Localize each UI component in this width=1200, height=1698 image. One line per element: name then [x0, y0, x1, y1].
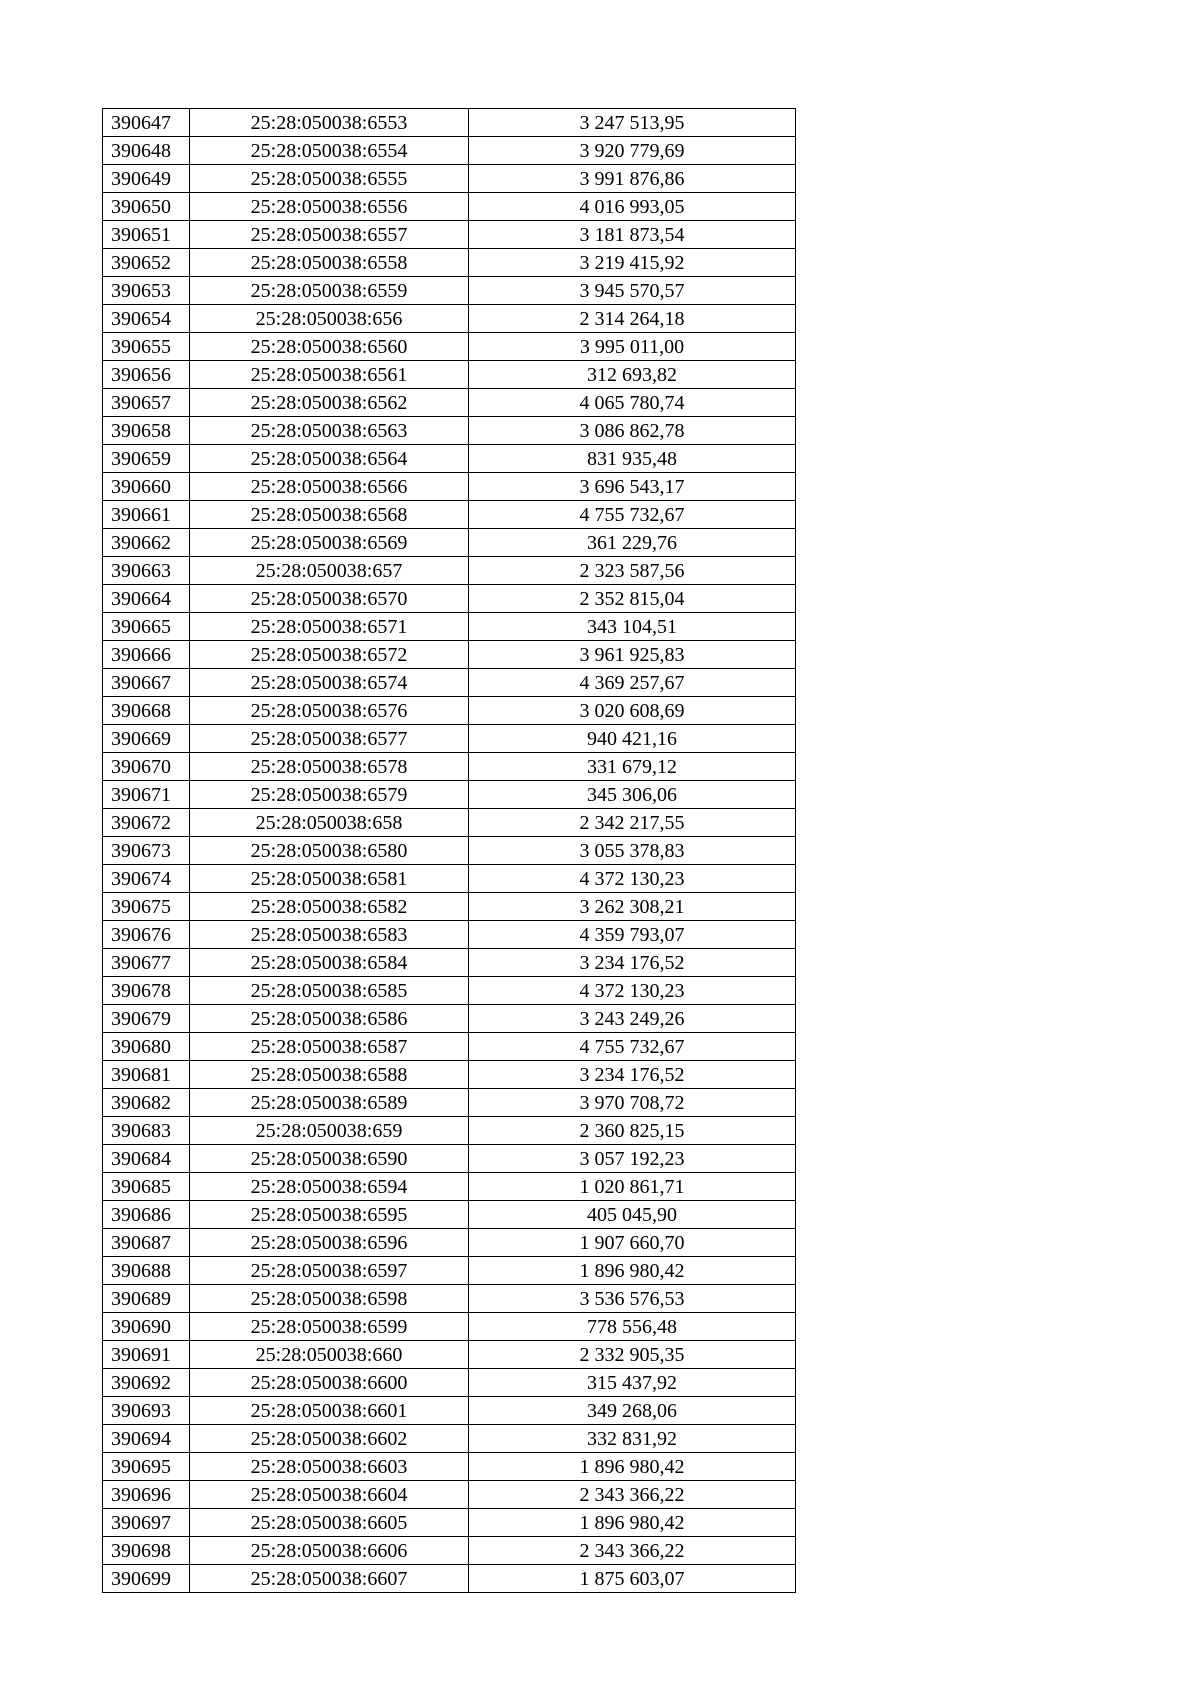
cadastral-value-cell: 3 234 176,52 [469, 1061, 796, 1089]
cadastral-value-cell: 4 372 130,23 [469, 977, 796, 1005]
row-number-cell: 390664 [103, 585, 190, 613]
cadastral-value-cell: 1 896 980,42 [469, 1453, 796, 1481]
row-number-cell: 390678 [103, 977, 190, 1005]
table-row [103, 1005, 796, 1033]
table-row [103, 1229, 796, 1257]
row-number-cell: 390662 [103, 529, 190, 557]
row-number-cell: 390663 [103, 557, 190, 585]
cadastral-number-cell: 25:28:050038:6576 [190, 697, 469, 725]
cadastral-number-cell: 25:28:050038:6566 [190, 473, 469, 501]
table-row [103, 977, 796, 1005]
cadastral-number-cell: 25:28:050038:6557 [190, 221, 469, 249]
table-row [103, 193, 796, 221]
cadastral-number-cell: 25:28:050038:6587 [190, 1033, 469, 1061]
cadastral-value-cell: 3 055 378,83 [469, 837, 796, 865]
row-number-cell: 390679 [103, 1005, 190, 1033]
cadastral-value-cell: 3 995 011,00 [469, 333, 796, 361]
cadastral-value-cell: 2 343 366,22 [469, 1537, 796, 1565]
row-number-cell: 390696 [103, 1481, 190, 1509]
cadastral-number-cell: 25:28:050038:6571 [190, 613, 469, 641]
table-row [103, 1537, 796, 1565]
cadastral-value-cell: 312 693,82 [469, 361, 796, 389]
row-number-cell: 390687 [103, 1229, 190, 1257]
cadastral-number-cell: 25:28:050038:6581 [190, 865, 469, 893]
cadastral-value-cell: 3 696 543,17 [469, 473, 796, 501]
cadastral-number-cell: 25:28:050038:6553 [190, 109, 469, 137]
cadastral-value-cell: 4 016 993,05 [469, 193, 796, 221]
cadastral-value-cell: 2 332 905,35 [469, 1341, 796, 1369]
cadastral-number-cell: 25:28:050038:6577 [190, 725, 469, 753]
cadastral-value-cell: 3 920 779,69 [469, 137, 796, 165]
table-row [103, 557, 796, 585]
cadastral-number-cell: 25:28:050038:659 [190, 1117, 469, 1145]
row-number-cell: 390653 [103, 277, 190, 305]
row-number-cell: 390695 [103, 1453, 190, 1481]
row-number-cell: 390661 [103, 501, 190, 529]
row-number-cell: 390685 [103, 1173, 190, 1201]
cadastral-number-cell: 25:28:050038:658 [190, 809, 469, 837]
table-row [103, 389, 796, 417]
cadastral-number-cell: 25:28:050038:6561 [190, 361, 469, 389]
table-row [103, 1145, 796, 1173]
row-number-cell: 390670 [103, 753, 190, 781]
table-row [103, 1033, 796, 1061]
table-row [103, 529, 796, 557]
table-row [103, 1565, 796, 1593]
cadastral-value-cell: 4 755 732,67 [469, 1033, 796, 1061]
cadastral-value-cell: 343 104,51 [469, 613, 796, 641]
table-row [103, 1425, 796, 1453]
row-number-cell: 390659 [103, 445, 190, 473]
cadastral-value-cell: 4 065 780,74 [469, 389, 796, 417]
table-row [103, 277, 796, 305]
cadastral-number-cell: 25:28:050038:6598 [190, 1285, 469, 1313]
cadastral-value-cell: 2 352 815,04 [469, 585, 796, 613]
table-row [103, 361, 796, 389]
cadastral-number-cell: 25:28:050038:6569 [190, 529, 469, 557]
table-row [103, 1173, 796, 1201]
table-row [103, 669, 796, 697]
row-number-cell: 390699 [103, 1565, 190, 1593]
cadastral-value-cell: 315 437,92 [469, 1369, 796, 1397]
cadastral-number-cell: 25:28:050038:6607 [190, 1565, 469, 1593]
table-row [103, 725, 796, 753]
table-row [103, 1117, 796, 1145]
row-number-cell: 390667 [103, 669, 190, 697]
cadastral-value-cell: 3 262 308,21 [469, 893, 796, 921]
cadastral-value-cell: 3 086 862,78 [469, 417, 796, 445]
cadastral-value-cell: 3 020 608,69 [469, 697, 796, 725]
cadastral-number-cell: 25:28:050038:6578 [190, 753, 469, 781]
row-number-cell: 390684 [103, 1145, 190, 1173]
row-number-cell: 390683 [103, 1117, 190, 1145]
table-row [103, 221, 796, 249]
cadastral-value-cell: 3 945 570,57 [469, 277, 796, 305]
row-number-cell: 390691 [103, 1341, 190, 1369]
table-body [103, 109, 796, 1593]
cadastral-value-cell: 2 314 264,18 [469, 305, 796, 333]
table-row [103, 1089, 796, 1117]
table-row [103, 893, 796, 921]
cadastral-number-cell: 25:28:050038:6604 [190, 1481, 469, 1509]
cadastral-value-cell: 3 247 513,95 [469, 109, 796, 137]
cadastral-value-cell: 3 961 925,83 [469, 641, 796, 669]
cadastral-value-cell: 3 057 192,23 [469, 1145, 796, 1173]
cadastral-value-table [102, 108, 796, 1593]
table-row [103, 613, 796, 641]
table-row [103, 445, 796, 473]
row-number-cell: 390657 [103, 389, 190, 417]
table-row [103, 1453, 796, 1481]
cadastral-value-cell: 345 306,06 [469, 781, 796, 809]
row-number-cell: 390655 [103, 333, 190, 361]
cadastral-value-cell: 778 556,48 [469, 1313, 796, 1341]
row-number-cell: 390650 [103, 193, 190, 221]
cadastral-value-cell: 331 679,12 [469, 753, 796, 781]
table-row [103, 1341, 796, 1369]
row-number-cell: 390668 [103, 697, 190, 725]
row-number-cell: 390680 [103, 1033, 190, 1061]
table-row [103, 865, 796, 893]
table-row [103, 417, 796, 445]
row-number-cell: 390673 [103, 837, 190, 865]
row-number-cell: 390651 [103, 221, 190, 249]
table-row [103, 585, 796, 613]
cadastral-number-cell: 25:28:050038:6560 [190, 333, 469, 361]
row-number-cell: 390686 [103, 1201, 190, 1229]
row-number-cell: 390693 [103, 1397, 190, 1425]
cadastral-number-cell: 25:28:050038:6554 [190, 137, 469, 165]
cadastral-value-cell: 4 372 130,23 [469, 865, 796, 893]
row-number-cell: 390647 [103, 109, 190, 137]
document-page [102, 108, 795, 1593]
table-row [103, 1481, 796, 1509]
table-row [103, 1313, 796, 1341]
cadastral-number-cell: 25:28:050038:660 [190, 1341, 469, 1369]
row-number-cell: 390692 [103, 1369, 190, 1397]
row-number-cell: 390675 [103, 893, 190, 921]
cadastral-number-cell: 25:28:050038:6568 [190, 501, 469, 529]
table-row [103, 949, 796, 977]
cadastral-value-cell: 3 991 876,86 [469, 165, 796, 193]
row-number-cell: 390672 [103, 809, 190, 837]
table-row [103, 809, 796, 837]
row-number-cell: 390654 [103, 305, 190, 333]
table-row [103, 249, 796, 277]
cadastral-number-cell: 25:28:050038:6600 [190, 1369, 469, 1397]
table-row [103, 753, 796, 781]
cadastral-number-cell: 25:28:050038:6590 [190, 1145, 469, 1173]
row-number-cell: 390677 [103, 949, 190, 977]
cadastral-value-cell: 349 268,06 [469, 1397, 796, 1425]
cadastral-value-cell: 2 323 587,56 [469, 557, 796, 585]
row-number-cell: 390689 [103, 1285, 190, 1313]
row-number-cell: 390676 [103, 921, 190, 949]
cadastral-number-cell: 25:28:050038:6579 [190, 781, 469, 809]
cadastral-number-cell: 25:28:050038:6594 [190, 1173, 469, 1201]
cadastral-value-cell: 1 020 861,71 [469, 1173, 796, 1201]
cadastral-value-cell: 1 907 660,70 [469, 1229, 796, 1257]
cadastral-number-cell: 25:28:050038:6601 [190, 1397, 469, 1425]
cadastral-value-cell: 3 181 873,54 [469, 221, 796, 249]
table-row [103, 109, 796, 137]
cadastral-number-cell: 25:28:050038:6588 [190, 1061, 469, 1089]
cadastral-value-cell: 1 896 980,42 [469, 1257, 796, 1285]
row-number-cell: 390656 [103, 361, 190, 389]
table-row [103, 837, 796, 865]
table-row [103, 305, 796, 333]
cadastral-value-cell: 831 935,48 [469, 445, 796, 473]
cadastral-number-cell: 25:28:050038:6574 [190, 669, 469, 697]
cadastral-number-cell: 25:28:050038:6584 [190, 949, 469, 977]
cadastral-number-cell: 25:28:050038:6562 [190, 389, 469, 417]
cadastral-number-cell: 25:28:050038:6572 [190, 641, 469, 669]
cadastral-value-cell: 2 360 825,15 [469, 1117, 796, 1145]
cadastral-value-cell: 1 875 603,07 [469, 1565, 796, 1593]
cadastral-value-cell: 3 970 708,72 [469, 1089, 796, 1117]
row-number-cell: 390649 [103, 165, 190, 193]
cadastral-value-cell: 940 421,16 [469, 725, 796, 753]
row-number-cell: 390658 [103, 417, 190, 445]
cadastral-number-cell: 25:28:050038:6558 [190, 249, 469, 277]
cadastral-number-cell: 25:28:050038:6556 [190, 193, 469, 221]
cadastral-number-cell: 25:28:050038:6602 [190, 1425, 469, 1453]
cadastral-number-cell: 25:28:050038:6589 [190, 1089, 469, 1117]
table-row [103, 1369, 796, 1397]
cadastral-number-cell: 25:28:050038:6563 [190, 417, 469, 445]
row-number-cell: 390652 [103, 249, 190, 277]
table-row [103, 473, 796, 501]
cadastral-number-cell: 25:28:050038:656 [190, 305, 469, 333]
table-row [103, 641, 796, 669]
table-row [103, 1397, 796, 1425]
cadastral-number-cell: 25:28:050038:6559 [190, 277, 469, 305]
row-number-cell: 390690 [103, 1313, 190, 1341]
row-number-cell: 390660 [103, 473, 190, 501]
table-row [103, 781, 796, 809]
cadastral-number-cell: 25:28:050038:6570 [190, 585, 469, 613]
cadastral-value-cell: 361 229,76 [469, 529, 796, 557]
row-number-cell: 390666 [103, 641, 190, 669]
table-row [103, 501, 796, 529]
row-number-cell: 390682 [103, 1089, 190, 1117]
table-row [103, 165, 796, 193]
cadastral-value-cell: 4 369 257,67 [469, 669, 796, 697]
table-row [103, 137, 796, 165]
cadastral-number-cell: 25:28:050038:6564 [190, 445, 469, 473]
cadastral-number-cell: 25:28:050038:6605 [190, 1509, 469, 1537]
cadastral-value-cell: 3 234 176,52 [469, 949, 796, 977]
row-number-cell: 390681 [103, 1061, 190, 1089]
cadastral-value-cell: 2 343 366,22 [469, 1481, 796, 1509]
cadastral-value-cell: 1 896 980,42 [469, 1509, 796, 1537]
cadastral-number-cell: 25:28:050038:6595 [190, 1201, 469, 1229]
row-number-cell: 390688 [103, 1257, 190, 1285]
row-number-cell: 390694 [103, 1425, 190, 1453]
cadastral-number-cell: 25:28:050038:6583 [190, 921, 469, 949]
cadastral-value-cell: 332 831,92 [469, 1425, 796, 1453]
cadastral-number-cell: 25:28:050038:6599 [190, 1313, 469, 1341]
cadastral-value-cell: 3 243 249,26 [469, 1005, 796, 1033]
cadastral-number-cell: 25:28:050038:6606 [190, 1537, 469, 1565]
cadastral-value-cell: 2 342 217,55 [469, 809, 796, 837]
cadastral-number-cell: 25:28:050038:6596 [190, 1229, 469, 1257]
table-row [103, 1061, 796, 1089]
row-number-cell: 390669 [103, 725, 190, 753]
row-number-cell: 390665 [103, 613, 190, 641]
row-number-cell: 390648 [103, 137, 190, 165]
table-row [103, 1257, 796, 1285]
table-row [103, 921, 796, 949]
row-number-cell: 390697 [103, 1509, 190, 1537]
table-row [103, 1285, 796, 1313]
cadastral-number-cell: 25:28:050038:6586 [190, 1005, 469, 1033]
cadastral-number-cell: 25:28:050038:6585 [190, 977, 469, 1005]
cadastral-value-cell: 4 755 732,67 [469, 501, 796, 529]
cadastral-number-cell: 25:28:050038:6582 [190, 893, 469, 921]
table-row [103, 1201, 796, 1229]
cadastral-number-cell: 25:28:050038:6597 [190, 1257, 469, 1285]
cadastral-value-cell: 3 536 576,53 [469, 1285, 796, 1313]
cadastral-value-cell: 4 359 793,07 [469, 921, 796, 949]
cadastral-number-cell: 25:28:050038:6555 [190, 165, 469, 193]
table-row [103, 333, 796, 361]
cadastral-value-cell: 3 219 415,92 [469, 249, 796, 277]
cadastral-number-cell: 25:28:050038:6603 [190, 1453, 469, 1481]
row-number-cell: 390674 [103, 865, 190, 893]
row-number-cell: 390698 [103, 1537, 190, 1565]
cadastral-value-cell: 405 045,90 [469, 1201, 796, 1229]
cadastral-number-cell: 25:28:050038:657 [190, 557, 469, 585]
row-number-cell: 390671 [103, 781, 190, 809]
cadastral-number-cell: 25:28:050038:6580 [190, 837, 469, 865]
table-row [103, 1509, 796, 1537]
table-row [103, 697, 796, 725]
